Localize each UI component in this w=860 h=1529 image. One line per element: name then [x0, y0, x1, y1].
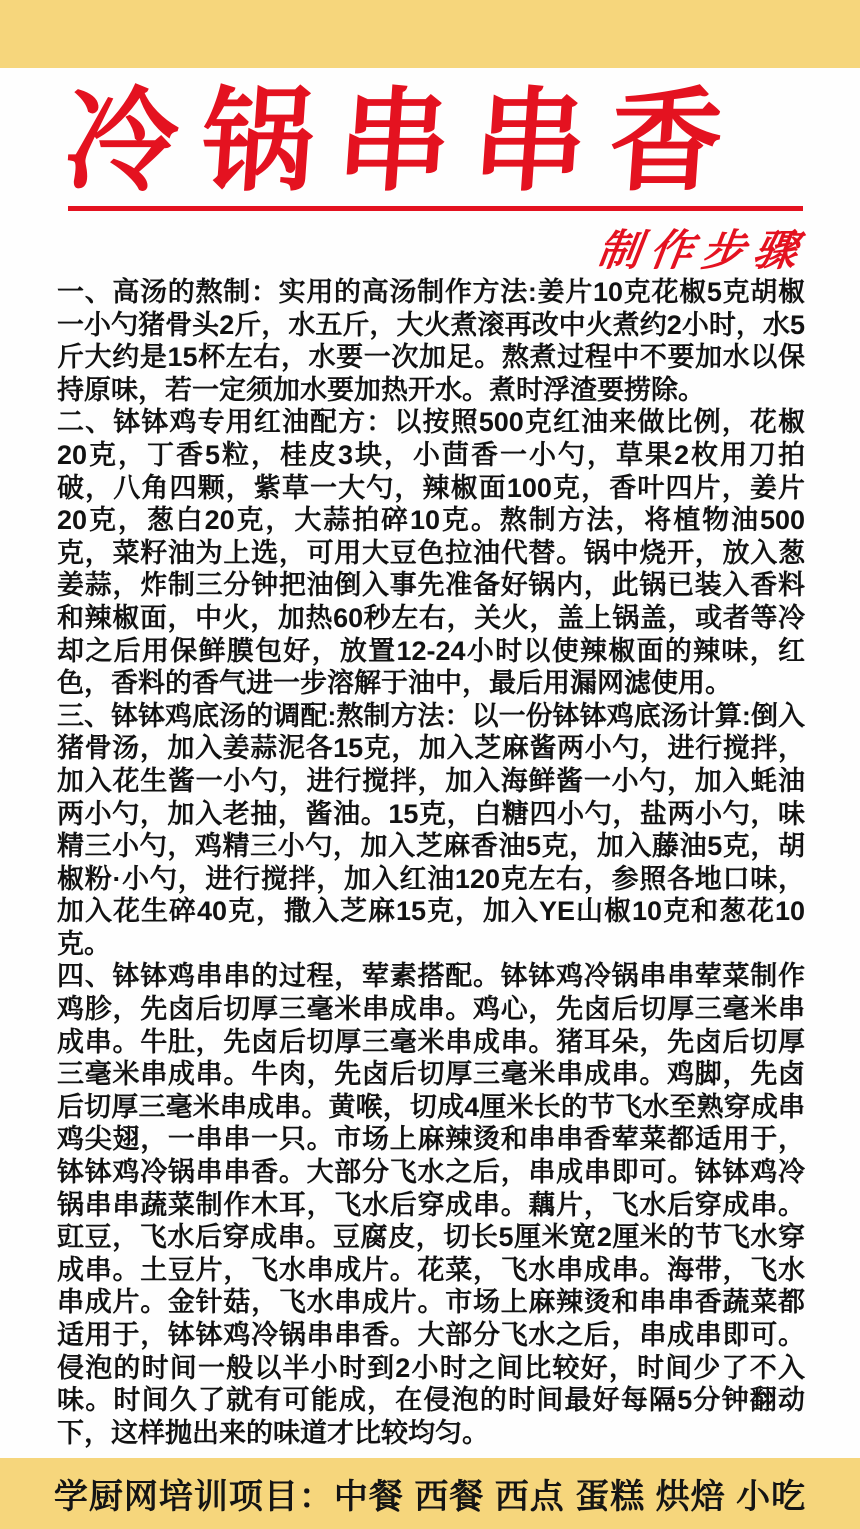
recipe-section-red-oil: 二、钵钵鸡专用红油配方：以按照500克红油来做比例，花椒20克，丁香5粒，桂皮3块，小茴香一小勺，草果2枚用刀拍破，八角四颗，紫草一大勺，辣椒面100克，香叶四片，姜片20克，葱白20克，大蒜拍碎10克。熬制方法，将植物油500克，菜籽油为上选，可用大豆色拉油代替。锅中烧开，放入葱姜蒜，炸制三分钟把油倒入事先准备好锅内，此锅已装入香料和辣椒面，中火，加热60秒左右，关火，盖上锅盖，或者等冷却之后用保鲜膜包好，放置12-24小时以使辣椒面的辣味，红色，香料的香气进一步溶解于油中，最后用漏网滤使用。	[57, 407, 805, 699]
page-subtitle: 制作步骤	[594, 227, 810, 275]
top-yellow-band	[0, 0, 860, 68]
recipe-section-base-soup: 三、钵钵鸡底汤的调配:熬制方法：以一份钵钵鸡底汤计算:倒入猪骨汤，加入姜蒜泥各15克，加入芝麻酱两小勺，进行搅拌，加入花生酱一小勺，进行搅拌，加入海鲜酱一小勺，加入蚝油两小勺，加入老抽，酱油。15克，白糖四小勺，盐两小勺，味精三小勺，鸡精三小勺，加入芝麻香油5克，加入藤油5克，胡椒粉·小勺，进行搅拌，加入红油120克左右，参照各地口味，加入花生碎40克，撒入芝麻15克，加入YE山椒10克和葱花10克。	[57, 700, 805, 959]
footer-training-programs: 学厨网培训项目：中餐 西餐 西点 蛋糕 烘焙 小吃	[53, 1478, 807, 1516]
recipe-section-skewering: 四、钵钵鸡串串的过程，荤素搭配。钵钵鸡冷锅串串荤菜制作鸡胗，先卤后切厚三毫米串成串。鸡心，先卤后切厚三毫米串成串。牛肚，先卤后切厚三毫米串成串。猪耳朵，先卤后切厚三毫米串成串。牛肉，先卤后切厚三毫米串成串。鸡脚，先卤后切厚三毫米串成串。黄喉，切成4厘米长的节飞水至熟穿成串鸡尖翅，一串串一只。市场上麻辣烫和串串香荤菜都适用于，钵钵鸡冷锅串串香。大部分飞水之后，串成串即可。钵钵鸡冷锅串串蔬菜制作木耳，飞水后穿成串。藕片，飞水后穿成串。豇豆，飞水后穿成串。豆腐皮，切长5厘米宽2厘米的节飞水穿成串。土豆片，飞水串成片。花菜，飞水串成串。海带，飞水串成片。金针菇，飞水串成片。市场上麻辣烫和串串香蔬菜都适用于，钵钵鸡冷锅串串香。大部分飞水之后，串成串即可。侵泡的时间一般以半小时到2小时之间比较好，时间少了不入味。时间久了就有可能成，在侵泡的时间最好每隔5分钟翻动下，这样抛出来的味道才比较均匀。	[57, 961, 805, 1448]
recipe-body	[57, 276, 805, 1449]
page-title: 冷锅串串香	[61, 79, 751, 204]
recipe-section-broth: 一、高汤的熬制：实用的高汤制作方法:姜片10克花椒5克胡椒一小勺猪骨头2斤，水五斤，大火煮滚再改中火煮约2小时，水5斤大约是15杯左右，水要一次加足。熬煮过程中不要加水以保持原味，若一定须加水要加热开水。煮时浮渣要捞除。	[57, 277, 805, 405]
title-underline	[68, 206, 803, 211]
bottom-yellow-band	[0, 1458, 860, 1529]
